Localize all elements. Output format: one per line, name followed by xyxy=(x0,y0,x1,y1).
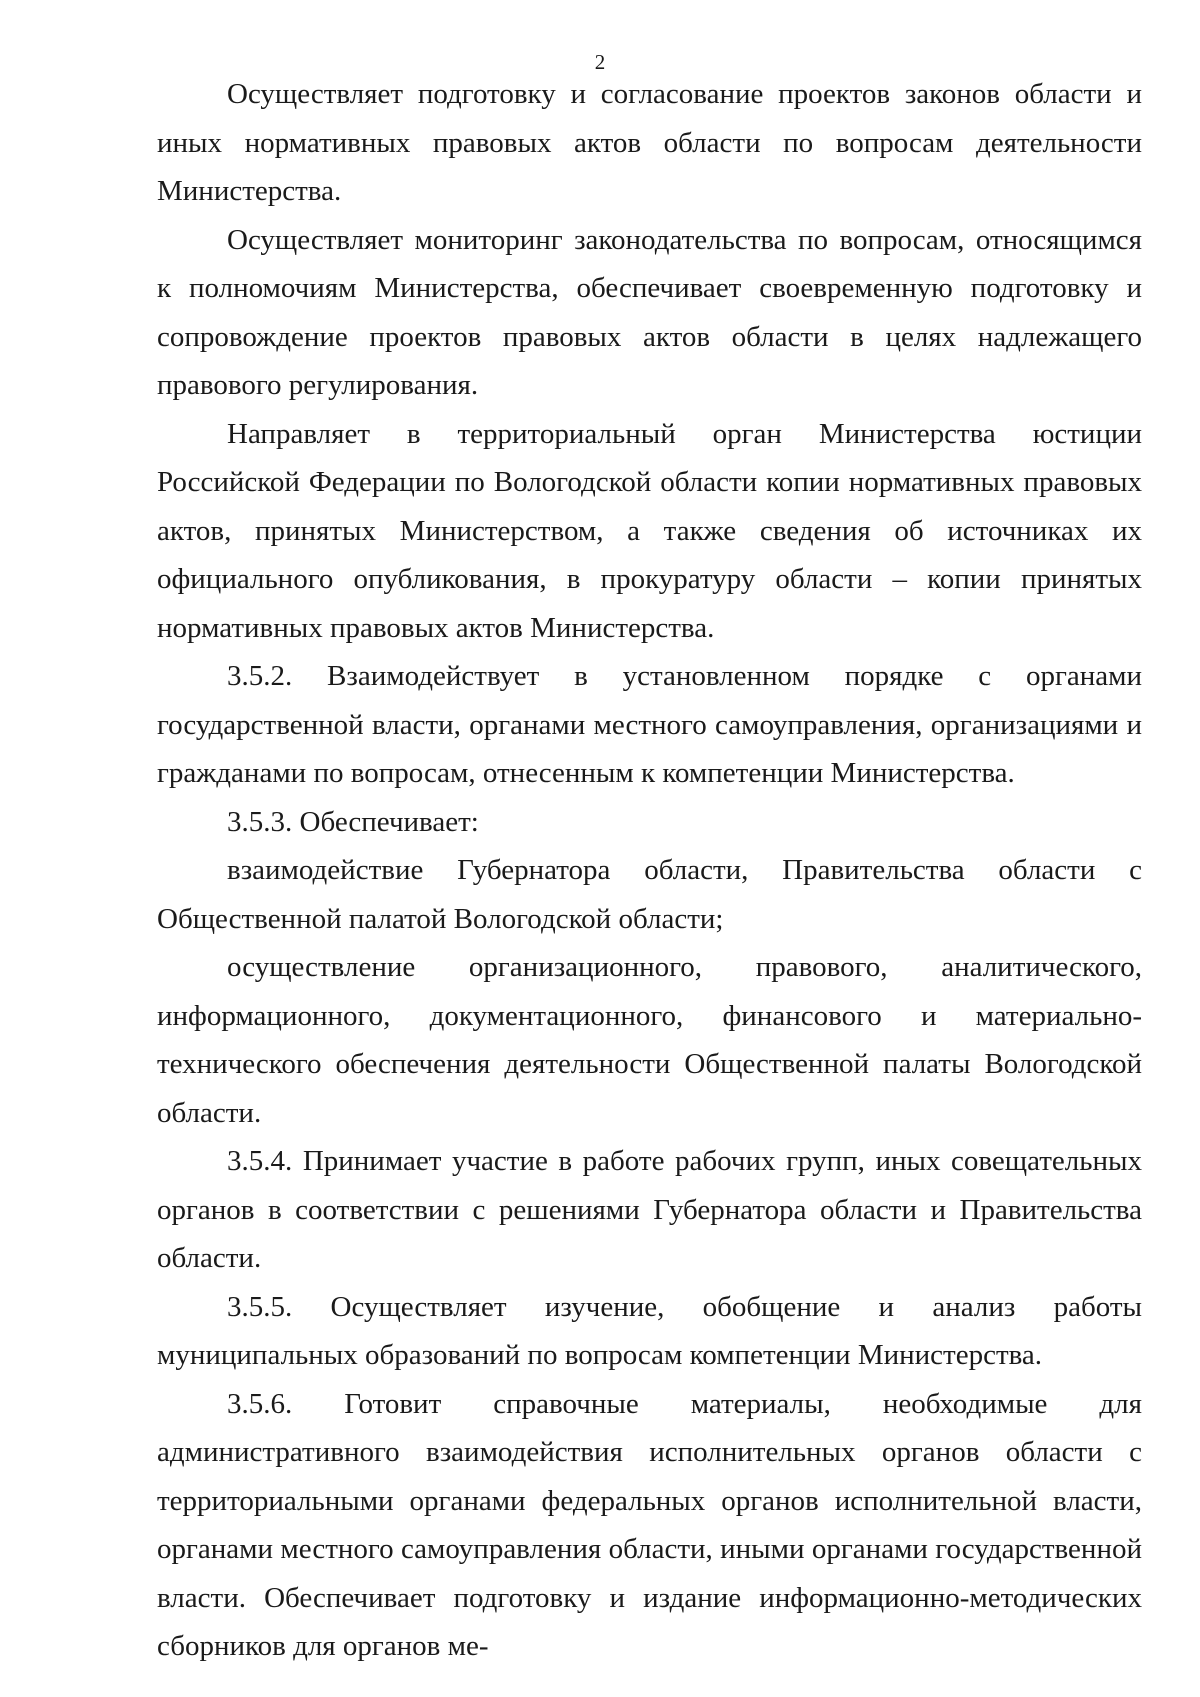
document-body xyxy=(157,70,1142,1671)
paragraph: Направляет в территориальный орган Министерства юстиции Российской Федерации по Вологодской области копии нормативных правовых актов, принятых Министерством, а также сведения об источниках их официального опубликования, в прокуратуру области – копии принятых нормативных правовых актов Министерства. xyxy=(157,417,1142,644)
paragraph: 3.5.2. Взаимодействует в установленном порядке с органами государственной власти, органами местного самоуправления, организациями и гражданами по вопросам, отнесенным к компетенции Министерства. xyxy=(157,660,1142,789)
paragraph: 3.5.4. Принимает участие в работе рабочих групп, иных совещательных органов в соответствии с решениями Губернатора области и Правительства области. xyxy=(157,1145,1142,1274)
paragraph: 3.5.6. Готовит справочные материалы, необходимые для административного взаимодействия исполнительных органов области с территориальными органами федеральных органов исполнительной власти, органами местного самоуправления области, иными органами государственной власти. Обеспечивает подготовку и издание информационно-методических сборников для органов ме- xyxy=(157,1387,1142,1662)
paragraph: Осуществляет мониторинг законодательства по вопросам, относящимся к полномочиям Министерства, обеспечивает своевременную подготовку и сопровождение проектов правовых актов области в целях надлежащего правового регулирования. xyxy=(157,223,1142,401)
paragraph: 3.5.3. Обеспечивает: xyxy=(227,805,479,838)
page-number: 2 xyxy=(594,50,606,74)
paragraph: взаимодействие Губернатора области, Правительства области с Общественной палатой Вологодской области; xyxy=(157,854,1142,935)
paragraph: Осуществляет подготовку и согласование проектов законов области и иных нормативных правовых актов области по вопросам деятельности Министерства. xyxy=(157,78,1142,207)
paragraph: 3.5.5. Осуществляет изучение, обобщение и анализ работы муниципальных образований по вопросам компетенции Министерства. xyxy=(157,1290,1142,1371)
paragraph: осуществление организационного, правового, аналитического, информационного, документационного, финансового и материально-технического обеспечения деятельности Общественной палаты Вологодской области. xyxy=(157,951,1142,1129)
